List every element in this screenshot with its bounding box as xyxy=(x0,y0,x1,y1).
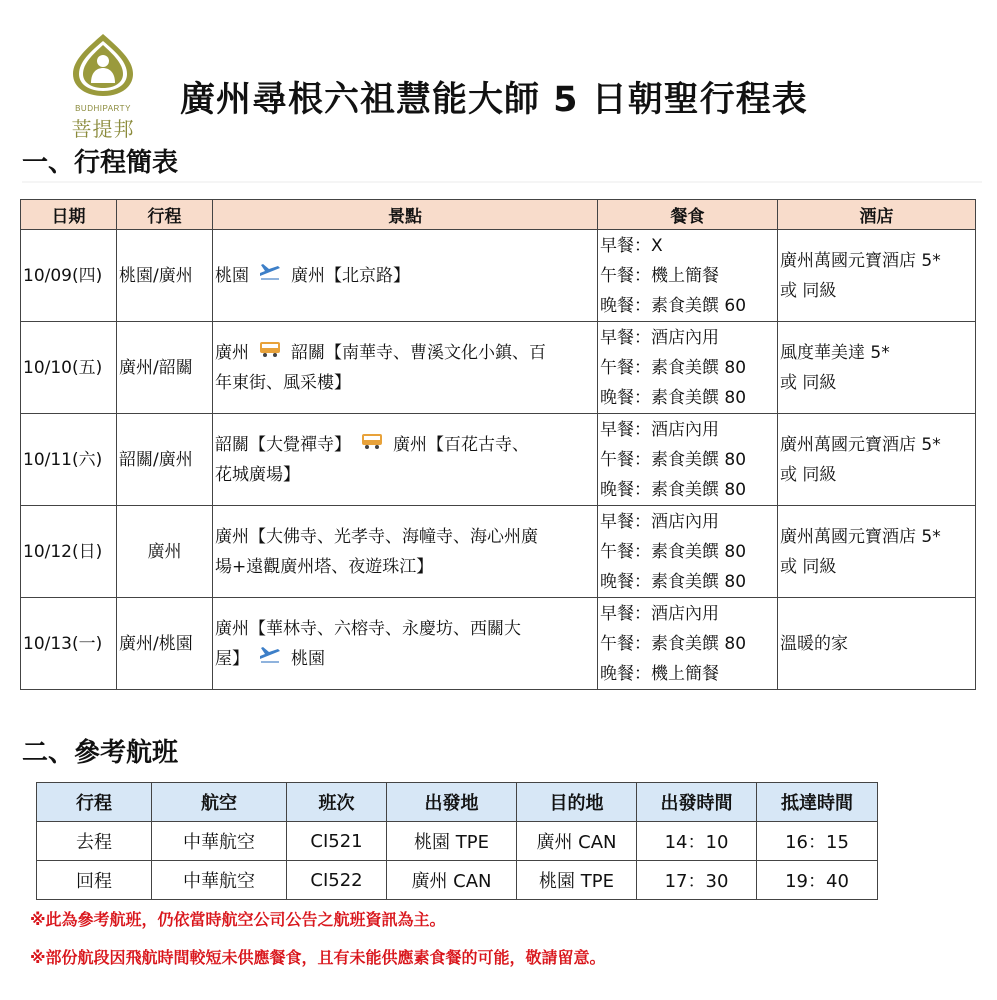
header-airline: 航空 xyxy=(152,783,287,822)
sight-text: 韶關【南華寺、曹溪文化小鎮、百 xyxy=(291,342,546,363)
sight-text: 屋】 xyxy=(215,648,249,669)
header-destination: 目的地 xyxy=(517,783,637,822)
day-meals xyxy=(598,506,778,598)
flight-arrive-time: 19：40 xyxy=(757,861,878,900)
lotus-buddha-icon xyxy=(67,30,139,102)
flight-trip: 回程 xyxy=(37,861,152,900)
day-meals xyxy=(598,598,778,690)
table-row xyxy=(21,230,976,322)
day-date: 10/12(日) xyxy=(21,506,117,598)
meal-dinner: 晚餐：素食美饌 80 xyxy=(600,479,747,500)
sight-text: 花城廣場】 xyxy=(215,464,300,485)
flight-origin: 桃園 TPE xyxy=(387,822,517,861)
sight-text: 廣州 xyxy=(215,342,249,363)
day-hotel xyxy=(778,414,976,506)
day-hotel xyxy=(778,230,976,322)
brand-logo xyxy=(58,30,148,142)
day-sights xyxy=(213,230,598,322)
hotel-name: 廣州萬國元寶酒店 5* xyxy=(780,434,941,455)
flight-depart-time: 14：10 xyxy=(637,822,757,861)
sight-text: 桃園 xyxy=(291,648,325,669)
flight-destination: 廣州 CAN xyxy=(517,822,637,861)
day-route: 韶關/廣州 xyxy=(117,414,213,506)
day-hotel xyxy=(778,506,976,598)
plane-icon xyxy=(259,644,281,674)
plane-icon xyxy=(259,261,281,291)
hotel-alt: 或 同級 xyxy=(780,556,837,577)
sight-text: 廣州【北京路】 xyxy=(291,265,410,286)
section-heading-schedule: 一、行程簡表 xyxy=(22,148,179,178)
sight-text: 桃園 xyxy=(215,265,249,286)
flight-destination: 桃園 TPE xyxy=(517,861,637,900)
header-flight-no: 班次 xyxy=(287,783,387,822)
meal-breakfast: 早餐：酒店內用 xyxy=(600,603,719,624)
flight-trip: 去程 xyxy=(37,822,152,861)
header-hotel: 酒店 xyxy=(778,200,976,230)
day-date: 10/09(四) xyxy=(21,230,117,322)
meal-dinner: 晚餐：素食美饌 80 xyxy=(600,571,747,592)
hotel-name: 廣州萬國元寶酒店 5* xyxy=(780,526,941,547)
day-hotel xyxy=(778,598,976,690)
flight-depart-time: 17：30 xyxy=(637,861,757,900)
table-row xyxy=(21,598,976,690)
hotel-name: 風度華美達 5* xyxy=(780,342,890,363)
meal-note: ※部份航段因飛航時間較短未供應餐食，且有未能供應素食餐的可能，敬請留意。 xyxy=(30,948,606,967)
bus-icon xyxy=(259,338,281,368)
sight-text: 年東街、風采樓】 xyxy=(215,372,351,393)
header-arrive-time: 抵達時間 xyxy=(757,783,878,822)
day-date: 10/11(六) xyxy=(21,414,117,506)
day-sights xyxy=(213,414,598,506)
sight-text: 廣州【華林寺、六榕寺、永慶坊、西關大 xyxy=(215,618,521,639)
section-heading-flights: 二、參考航班 xyxy=(22,738,179,768)
day-route: 廣州/桃園 xyxy=(117,598,213,690)
bus-icon xyxy=(361,430,383,460)
day-sights xyxy=(213,506,598,598)
sight-text: 廣州【大佛寺、光孝寺、海幢寺、海心州廣 xyxy=(215,526,538,547)
meal-breakfast: 早餐：酒店內用 xyxy=(600,419,719,440)
table-row xyxy=(21,322,976,414)
table-row xyxy=(21,414,976,506)
meal-breakfast: 早餐：X xyxy=(600,235,663,256)
table-row xyxy=(37,861,878,900)
day-meals xyxy=(598,322,778,414)
day-meals xyxy=(598,414,778,506)
table-row xyxy=(21,506,976,598)
flight-header-row xyxy=(37,783,878,822)
flight-number: CI522 xyxy=(287,861,387,900)
page-title: 廣州尋根六祖慧能大師 5 日朝聖行程表 xyxy=(180,80,808,120)
hotel-alt: 或 同級 xyxy=(780,280,837,301)
meal-lunch: 午餐：素食美饌 80 xyxy=(600,449,747,470)
flight-airline: 中華航空 xyxy=(152,822,287,861)
divider xyxy=(22,181,982,183)
flight-table xyxy=(36,782,878,900)
meal-lunch: 午餐：機上簡餐 xyxy=(600,265,719,286)
day-date: 10/13(一) xyxy=(21,598,117,690)
day-sights xyxy=(213,322,598,414)
hotel-alt: 或 同級 xyxy=(780,372,837,393)
meal-breakfast: 早餐：酒店內用 xyxy=(600,511,719,532)
hotel-name: 溫暖的家 xyxy=(780,633,848,654)
meal-dinner: 晚餐：素食美饌 60 xyxy=(600,295,747,316)
day-route: 桃園/廣州 xyxy=(117,230,213,322)
flight-arrive-time: 16：15 xyxy=(757,822,878,861)
flight-note: ※此為參考航班，仍依當時航空公司公告之航班資訊為主。 xyxy=(30,910,446,929)
meal-dinner: 晚餐：素食美饌 80 xyxy=(600,387,747,408)
header-depart-time: 出發時間 xyxy=(637,783,757,822)
header-trip: 行程 xyxy=(37,783,152,822)
header-date: 日期 xyxy=(21,200,117,230)
flight-origin: 廣州 CAN xyxy=(387,861,517,900)
header-origin: 出發地 xyxy=(387,783,517,822)
meal-lunch: 午餐：素食美饌 80 xyxy=(600,633,747,654)
day-route: 廣州 xyxy=(117,506,213,598)
day-date: 10/10(五) xyxy=(21,322,117,414)
day-hotel xyxy=(778,322,976,414)
header-sights: 景點 xyxy=(213,200,598,230)
table-row xyxy=(37,822,878,861)
logo-english: BUDHIPARTY xyxy=(75,104,131,113)
sight-text: 場+遠觀廣州塔、夜遊珠江】 xyxy=(215,556,434,577)
sight-text: 韶關【大覺禪寺】 xyxy=(215,434,351,455)
flight-number: CI521 xyxy=(287,822,387,861)
meal-lunch: 午餐：素食美饌 80 xyxy=(600,357,747,378)
hotel-name: 廣州萬國元寶酒店 5* xyxy=(780,250,941,271)
meal-lunch: 午餐：素食美饌 80 xyxy=(600,541,747,562)
meal-breakfast: 早餐：酒店內用 xyxy=(600,327,719,348)
flight-airline: 中華航空 xyxy=(152,861,287,900)
header-route: 行程 xyxy=(117,200,213,230)
meal-dinner: 晚餐：機上簡餐 xyxy=(600,663,719,684)
schedule-header-row xyxy=(21,200,976,230)
hotel-alt: 或 同級 xyxy=(780,464,837,485)
header-meals: 餐食 xyxy=(598,200,778,230)
logo-chinese: 菩提邦 xyxy=(71,117,135,141)
day-meals xyxy=(598,230,778,322)
day-route: 廣州/韶關 xyxy=(117,322,213,414)
schedule-table xyxy=(20,199,976,690)
day-sights xyxy=(213,598,598,690)
sight-text: 廣州【百花古寺、 xyxy=(393,434,529,455)
